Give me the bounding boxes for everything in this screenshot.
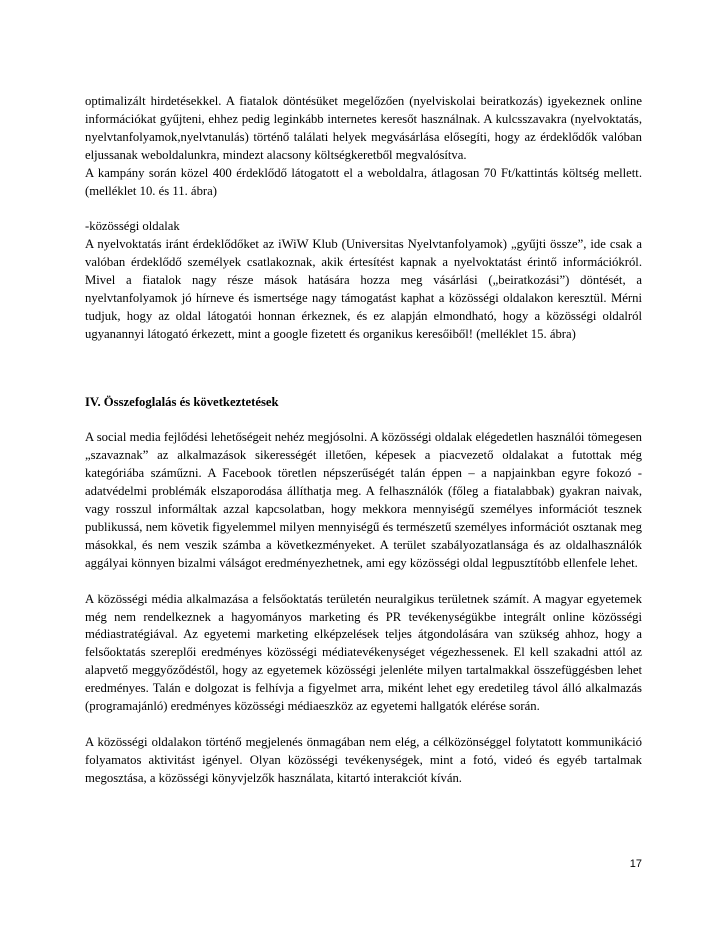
paragraph-iwiw-club: A nyelvoktatás iránt érdeklődőket az iWiW Klub (Universitas Nyelvtanfolyamok) „gyűjti össze”, ide csak a valóban érdeklődő személyek csatlakoznak, akik értesítést kapnak a nyelvoktatást érintő információkról. Mivel a fiatalok nagy része mások hatására hozza meg vásárlási („beiratkozási”) döntését, a nyelvtanfolyamok jó hírneve és ismertsége nagy támogatást kaphat a közösségi oldalakon keresztül. Mérni tudjuk, hogy az oldal látogatói honnan érkeznek, és ez alapján elmondható, hogy a közösségi oldalról ugyanannyi látogató érkezett, mint a google fizetett és organikus keresőiből! (melléklet 15. ábra): [85, 237, 642, 341]
page-number: 17: [629, 858, 642, 870]
paragraph-communication: A közösségi oldalakon történő megjelenés önmagában nem elég, a célközönséggel folytatott kommunikáció folyamatos aktivitást igényel. Olyan közösségi tevékenységek, mint a fotó, videó és egyéb tartalmak megosztása, a közösségi könyvjelzők használata, kitartó interakciót kíván.: [85, 734, 642, 785]
paragraph-campaign-results: A kampány során közel 400 érdeklődő látogatott el a weboldalra, átlagosan 70 Ft/kattintás költség mellett. (melléklet 10. és 11. ábra): [85, 165, 642, 198]
section-heading: IV. Összefoglalás és következtetések: [85, 394, 279, 409]
paragraph-search-ads: optimalizált hirdetésekkel. A fiatalok döntésüket megelőzően (nyelviskolai beiratkozás) igyekeznek online információkat gyűjteni, ehhez pedig leginkább internetes keresőt használnak. A kulcsszavakra (nyelvoktatás, nyelvtanfolyamok,nyelvtanulás) történő találati helyek megvásárlása elősegíti, hogy az érdeklődők valóban eljussanak weboldalunkra, mindezt alacsony költségkeretből megvalósítva.: [85, 94, 642, 162]
paragraph-social-media-future: A social media fejlődési lehetőségeit nehéz megjósolni. A közösségi oldalak elégedetlen használói tömegesen „szavaznak” az alkalmazások sikerességét illetően, képesek a piacvezető oldalakat a futottak még kategóriába száműzni. A Facebook töretlen népszerűségét talán éppen – a napjainkban egyre fokozó - adatvédelmi problémák elszaporodása állíthatja meg. A felhasználók (főleg a fiatalabbak) gyakran naivak, vagy rosszul informáltak azzal kapcsolatban, hogy mekkora mennyiségű személyes információt tesznek publikussá, nem követik figyelemmel milyen mennyiségű és természetű személyes információt osztanak meg másokkal, és nem veszik számba a következményeket. A terület szabályozatlansága és az oldalhasználók aggályai könnyen bizalmi válságot eredményezhetnek, ami egy közösségi oldal legpusztítóbb ellenfele lehet.: [85, 430, 642, 570]
document-page: [85, 93, 642, 788]
paragraph-higher-education: A közösségi média alkalmazása a felsőoktatás területén neuralgikus területnek számít. A magyar egyetemek még nem rendelkeznek a hagyományos marketing és PR tevékenységükbe integrált online közösségi médiastratégiával. Az egyetemi marketing elképzelések teljes átgondolására van szükség ahhoz, hogy a felsőoktatás szereplői eredményes közösségi médiatevékenységet végezhessenek. El kell szakadni attól az alapvető meggyőződéstől, hogy az egyetemek közösségi jelenléte milyen tartalmakkal összefüggésben lehet eredményes. Talán e dolgozat is felhívja a figyelmet arra, miként lehet egy eredetileg távol álló alkalmazás (programajánló) eredményes közösségi médiaeszköz az egyetemi hallgatók elérése során.: [85, 591, 642, 714]
list-label-social-sites: -közösségi oldalak: [85, 219, 180, 234]
